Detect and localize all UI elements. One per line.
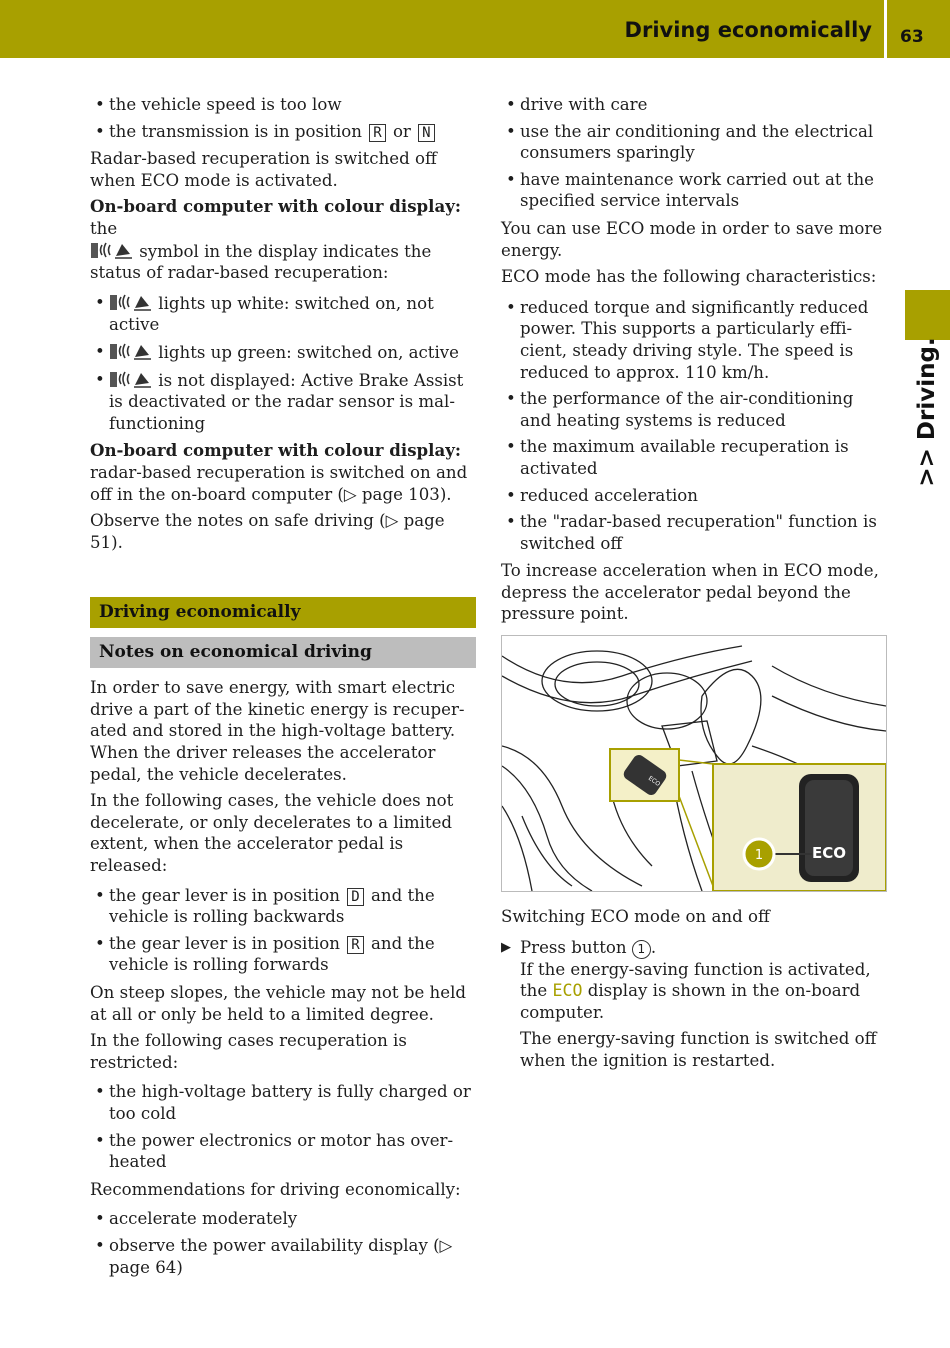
list-item: • the high-voltage battery is fully charged or too cold xyxy=(90,1081,476,1124)
paragraph: You can use ECO mode in order to save more energy. xyxy=(501,218,883,260)
list-item: • observe the power availability display (▷ page 64) xyxy=(90,1235,476,1278)
list-item: • lights up white: switched on, not active xyxy=(90,292,476,336)
header-title: Driving economically xyxy=(624,18,872,42)
list-item: • the transmission is in position R or N xyxy=(90,121,476,143)
paragraph: Radar-based recuperation is switched off when ECO mode is activated. xyxy=(90,149,437,190)
header-divider xyxy=(884,0,887,58)
list-item: • reduced acceleration xyxy=(501,485,889,507)
list-item: • the power electronics or motor has over-heated xyxy=(90,1130,476,1173)
paragraph: Recommendations for driving economically: xyxy=(90,1179,461,1199)
conditions-list xyxy=(90,94,476,142)
paragraph: ECO mode has the following characteristics: xyxy=(501,267,877,287)
gear-key-d: D xyxy=(347,888,363,906)
paragraph: On-board computer with colour display: the symbol in the display indicates the status of radar-based recuperation: xyxy=(90,196,461,283)
list-item: • the gear lever is in position D and the vehicle is rolling backwards xyxy=(90,885,476,928)
radar-recuperation-icon xyxy=(109,341,153,361)
paragraph: In the following cases, the vehicle does not decelerate, or only decelerates to a limited extent, when the accelerator pedal is released: xyxy=(90,791,454,876)
radar-recuperation-icon xyxy=(90,240,134,260)
step-arrow-icon: ▶ xyxy=(501,939,511,955)
instruction-line: Press button 1 . If the energy-saving function is activated, the ECO display is shown in the on-board computer. xyxy=(520,937,871,1022)
gear-conditions-list xyxy=(90,885,476,976)
recommendations-list-continued xyxy=(501,94,889,212)
paragraph: To increase acceleration when in ECO mode, depress the accelerator pedal beyond the pressure point. xyxy=(501,561,879,624)
instruction-step xyxy=(501,937,889,1072)
paragraph: In the following cases recuperation is restricted: xyxy=(90,1031,407,1072)
list-item: • the gear lever is in position R and the vehicle is rolling forwards xyxy=(90,933,476,976)
paragraph: On steep slopes, the vehicle may not be held at all or only be held to a limited degree. xyxy=(90,983,466,1024)
list-item: • is not displayed: Active Brake Assist is deactivated or the radar sensor is mal-functioning xyxy=(90,369,476,435)
eco-display-indicator: ECO xyxy=(552,981,583,1001)
list-item: • the vehicle speed is too low xyxy=(90,94,476,116)
side-tab-marker xyxy=(905,290,950,340)
side-tab-label: >> Driving. xyxy=(914,337,941,487)
paragraph: In order to save energy, with smart electric drive a part of the kinetic energy is recuper-ated and stored in the high-voltage battery. When the driver releases the accelerator pedal, the vehicle decelerates. xyxy=(90,678,465,784)
callout-number: 1 xyxy=(754,848,764,864)
center-console-drawing xyxy=(502,636,886,891)
symbol-status-list xyxy=(90,292,476,435)
paragraph: Observe the notes on safe driving (▷ page 51). xyxy=(90,511,445,552)
instruction-note: The energy-saving function is switched off when the ignition is restarted. xyxy=(520,1029,877,1071)
eco-button-illustration xyxy=(501,635,887,892)
recommendations-list xyxy=(90,1208,476,1278)
list-item: • the performance of the air-conditioning and heating systems is reduced xyxy=(501,388,889,431)
list-item: • the maximum available recuperation is activated xyxy=(501,436,889,479)
gear-key-n: N xyxy=(418,124,434,142)
left-column xyxy=(90,94,476,1284)
radar-recuperation-icon xyxy=(109,292,153,312)
subsection-heading: Notes on economical driving xyxy=(90,637,476,668)
list-item: • drive with care xyxy=(501,94,889,116)
eco-button-label: ECO xyxy=(811,844,847,863)
gear-key-r: R xyxy=(347,936,363,954)
section-heading: Driving economically xyxy=(90,597,476,628)
list-item: • reduced torque and significantly reduced power. This supports a particularly effi-cient, steady driving style. The speed is reduced to approx. 110 km/h. xyxy=(501,297,889,383)
callout-reference: 1 xyxy=(632,940,651,959)
eco-button-small-label: ECO xyxy=(646,774,662,788)
list-item: • lights up green: switched on, active xyxy=(90,341,476,364)
list-item: • the "radar-based recuperation" function is switched off xyxy=(501,511,889,554)
eco-characteristics-list xyxy=(501,297,889,555)
paragraph: On-board computer with colour display: radar-based recuperation is switched on and off in the on-board computer (▷ page 103). xyxy=(90,440,468,504)
page-header xyxy=(0,0,950,58)
list-item: • accelerate moderately xyxy=(90,1208,476,1230)
figure-caption: Switching ECO mode on and off xyxy=(501,907,770,927)
list-item: • have maintenance work carried out at the specified service intervals xyxy=(501,169,889,212)
right-column xyxy=(501,94,889,1077)
list-item: • use the air conditioning and the electrical consumers sparingly xyxy=(501,121,889,164)
gear-key-r: R xyxy=(369,124,385,142)
radar-recuperation-icon xyxy=(109,369,153,389)
restriction-list xyxy=(90,1081,476,1172)
page-number: 63 xyxy=(900,27,924,47)
